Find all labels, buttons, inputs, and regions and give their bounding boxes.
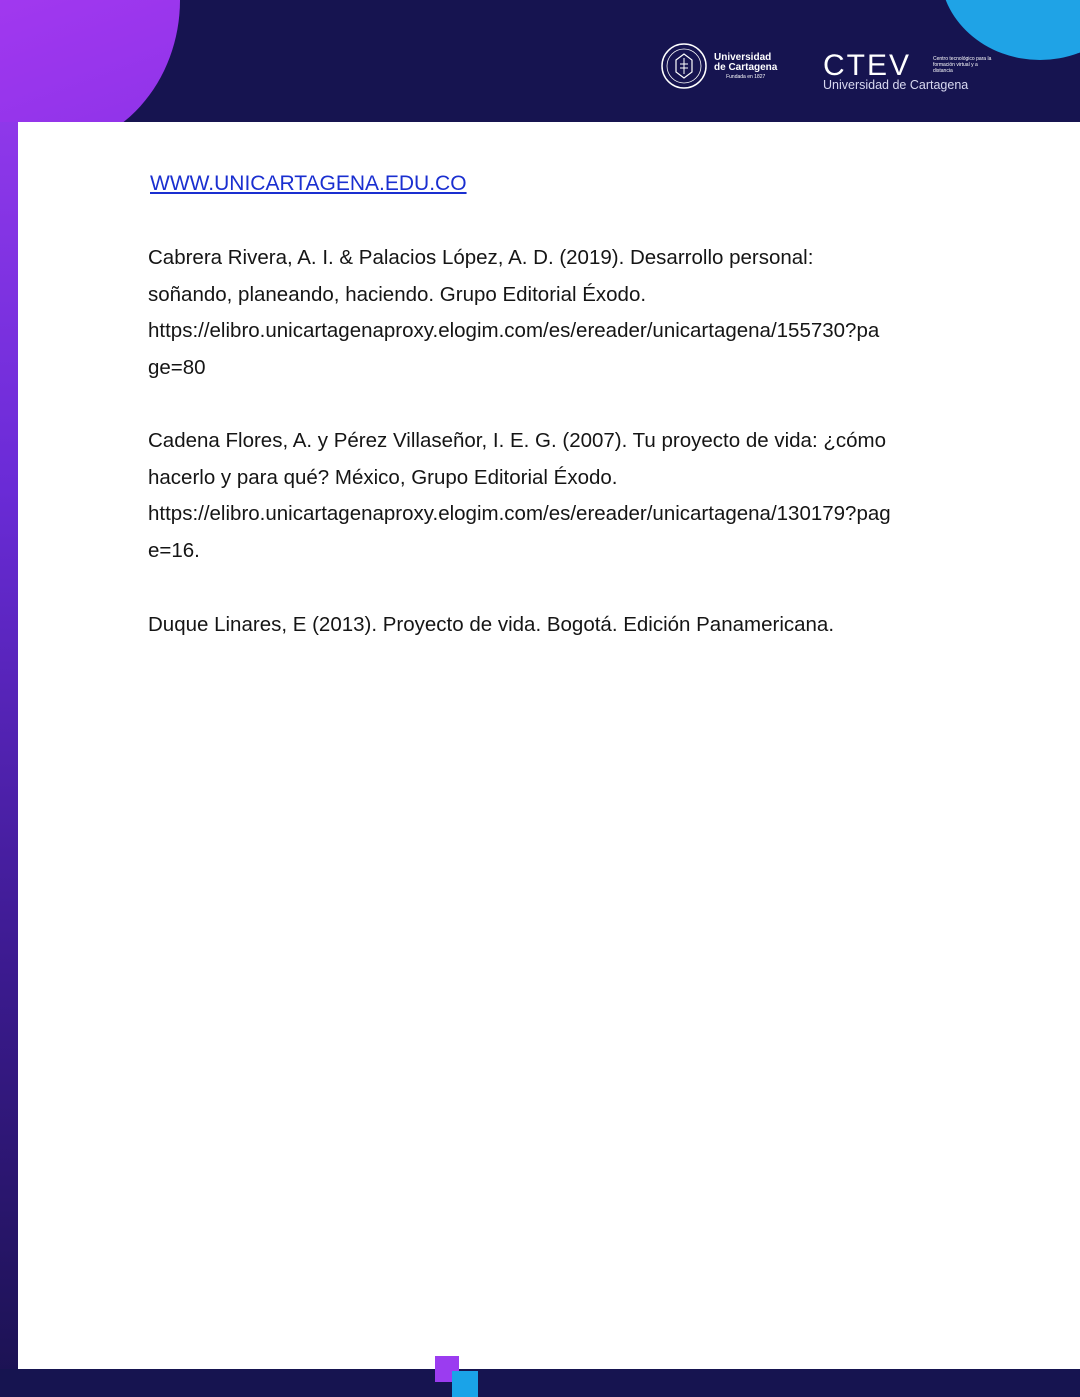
university-logo-line1: Universidad	[714, 51, 772, 63]
university-logo-line3: Fundada en 1827	[726, 73, 766, 80]
reference-url-line: https://elibro.unicartagenaproxy.elogim.com/es/ereader/unicartagena/155730?pa	[148, 319, 880, 343]
reference-url-line: https://elibro.unicartagenaproxy.elogim.com/es/ereader/unicartagena/130179?pag	[148, 502, 891, 526]
reference-line: hacerlo y para qué? México, Grupo Editorial Éxodo.	[148, 465, 618, 489]
university-website-link[interactable]: WWW.UNICARTAGENA.EDU.CO	[150, 172, 467, 195]
ctev-subtitle: Universidad de Cartagena	[823, 78, 969, 92]
reference-entry-3	[148, 607, 948, 644]
university-logo-line2: de Cartagena	[714, 61, 778, 73]
left-decorative-bar	[0, 0, 18, 1397]
reference-line: Cabrera Rivera, A. I. & Palacios López, A. D. (2019). Desarrollo personal:	[148, 246, 814, 269]
page-footer-bar	[0, 1369, 1080, 1397]
page-header	[0, 0, 1080, 122]
purple-corner-shape	[0, 0, 180, 122]
universidad-de-cartagena-logo	[660, 42, 777, 90]
ctev-side-text: Centro tecnológico para la formación virtual y a distancia	[933, 56, 992, 74]
reference-entry-2	[148, 423, 948, 570]
ctev-acronym: CTEV	[823, 49, 912, 82]
reference-line: Cadena Flores, A. y Pérez Villaseñor, I. E. G. (2007). Tu proyecto de vida: ¿cómo	[148, 429, 886, 452]
reference-line: soñando, planeando, haciendo. Grupo Editorial Éxodo.	[148, 282, 647, 306]
blue-corner-shape	[940, 0, 1080, 60]
footer-blue-square	[452, 1371, 478, 1397]
ctev-logo	[823, 49, 992, 92]
reference-line: Duque Linares, E (2013). Proyecto de vida. Bogotá. Edición Panamericana.	[148, 613, 835, 636]
reference-entry-1	[148, 240, 948, 387]
university-seal-icon	[660, 42, 708, 90]
reference-url-line: e=16.	[148, 539, 200, 563]
reference-url-line: ge=80	[148, 356, 206, 380]
